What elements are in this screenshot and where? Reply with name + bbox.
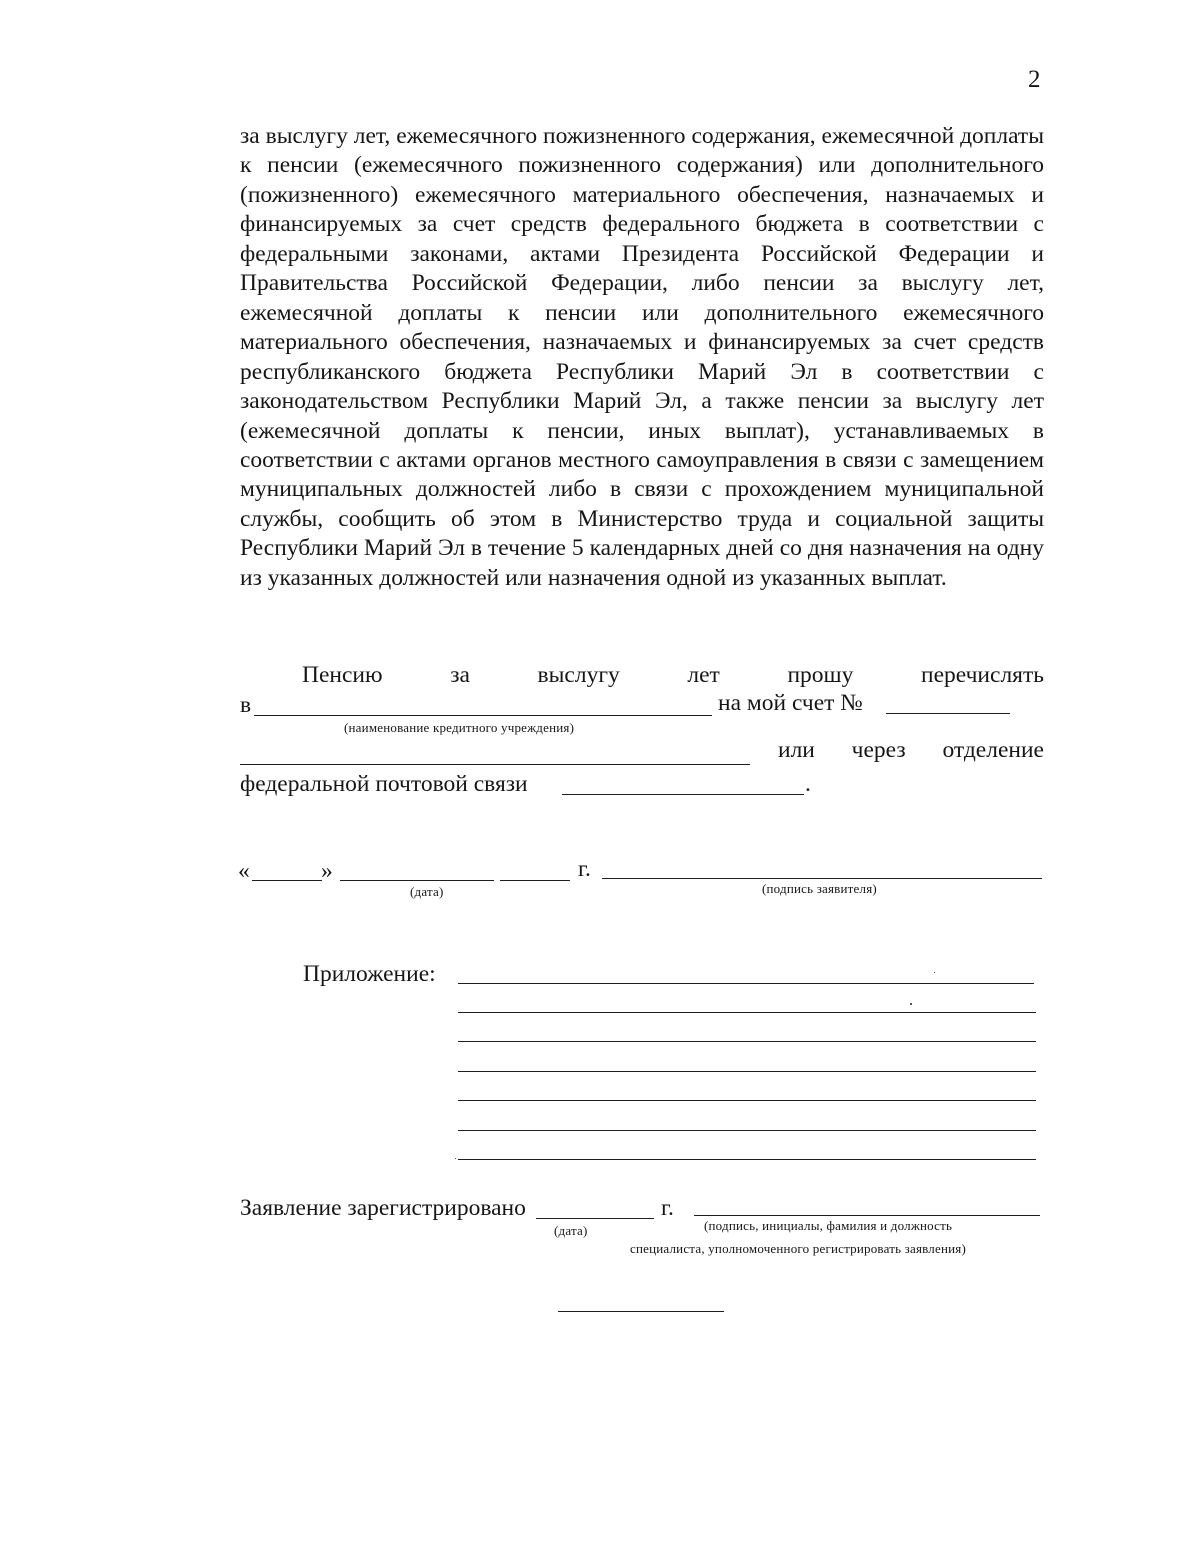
specialist-caption-line-2: специалиста, уполномоченного регистрировать заявления)	[630, 1241, 966, 1256]
scan-speck	[934, 972, 935, 973]
postal-label: федеральной почтовой связи	[240, 771, 528, 797]
postal-end-period: .	[805, 771, 811, 797]
attachment-line-6[interactable]	[458, 1130, 1036, 1131]
payment-word: Пенсию	[302, 662, 383, 688]
day-field[interactable]	[252, 880, 322, 881]
month-field[interactable]	[340, 880, 494, 881]
payment-instruction-row	[302, 662, 1044, 689]
prefix-v: в	[240, 692, 252, 718]
year-mark: г.	[578, 856, 591, 882]
or-word: отделение	[942, 737, 1044, 763]
attachment-line-5[interactable]	[458, 1100, 1036, 1101]
or-word: через	[851, 737, 906, 763]
registration-date-caption: (дата)	[554, 1223, 588, 1238]
payment-word: за	[450, 662, 470, 688]
attachment-label: Приложение:	[303, 961, 436, 987]
date-caption: (дата)	[410, 884, 444, 899]
registration-date-field[interactable]	[536, 1218, 654, 1219]
payment-word: выслугу	[537, 662, 620, 688]
payment-word: перечислять	[921, 662, 1044, 688]
or-word: или	[778, 737, 815, 763]
applicant-signature-field[interactable]	[602, 878, 1042, 879]
payment-word: прошу	[787, 662, 854, 688]
attachment-line-2[interactable]	[458, 1012, 1036, 1013]
quote-open: «	[238, 858, 250, 884]
registration-year-mark: г.	[661, 1195, 674, 1221]
payment-word: лет	[687, 662, 720, 688]
bank-caption: (наименование кредитного учреждения)	[344, 720, 575, 735]
registration-label: Заявление зарегистрировано	[240, 1195, 526, 1221]
scan-speck	[910, 1003, 912, 1005]
attachment-line-4[interactable]	[458, 1071, 1036, 1072]
specialist-caption-line-1: (подпись, инициалы, фамилия и должность	[704, 1218, 953, 1233]
page-number: 2	[1028, 66, 1041, 93]
quote-close: »	[321, 858, 333, 884]
scan-speck	[455, 1158, 456, 1159]
attachment-line-3[interactable]	[458, 1041, 1036, 1042]
or-postal-row	[778, 737, 1044, 764]
specialist-signature-field[interactable]	[694, 1215, 1040, 1216]
bank-name-field[interactable]	[254, 715, 712, 716]
account-label: на мой счет №	[718, 690, 863, 716]
closing-separator	[558, 1311, 724, 1312]
postal-office-field[interactable]	[562, 794, 804, 795]
account-number-field[interactable]	[886, 713, 1010, 714]
attachment-line-1[interactable]	[458, 983, 1034, 984]
body-paragraph: за выслугу лет, ежемесячного пожизненного содержания, ежемесячной доплаты к пенсии (ежемесячного пожизненного содержания) или дополнительного (пожизненного) ежемесячного материального обеспечения, назначаемых и финансируемых за счет средств федерального бюджета в соответствии с федеральными законами, актами Президента Российской Федерации и Правительства Российской Федерации, либо пенсии за выслугу лет, ежемесячной доплаты к пенсии или дополнительного ежемесячного материального обеспечения, назначаемых и финансируемых за счет средств республиканского бюджета Республики Марий Эл в соответствии с законодательством Республики Марий Эл, а также пенсии за выслугу лет (ежемесячной доплаты к пенсии, иных выплат), устанавливаемых в соответствии с актами органов местного самоуправления в связи с замещением муниципальных должностей либо в связи с прохождением муниципальной службы, сообщить об этом в Министерство труда и социальной защиты Республики Марий Эл в течение 5 календарных дней со дня назначения на одну из указанных должностей или назначения одной из указанных выплат.	[240, 123, 1044, 591]
bank-name-continuation-field[interactable]	[240, 764, 750, 765]
attachment-line-7[interactable]	[458, 1159, 1036, 1160]
year-field[interactable]	[500, 880, 570, 881]
signature-caption: (подпись заявителя)	[762, 881, 877, 896]
